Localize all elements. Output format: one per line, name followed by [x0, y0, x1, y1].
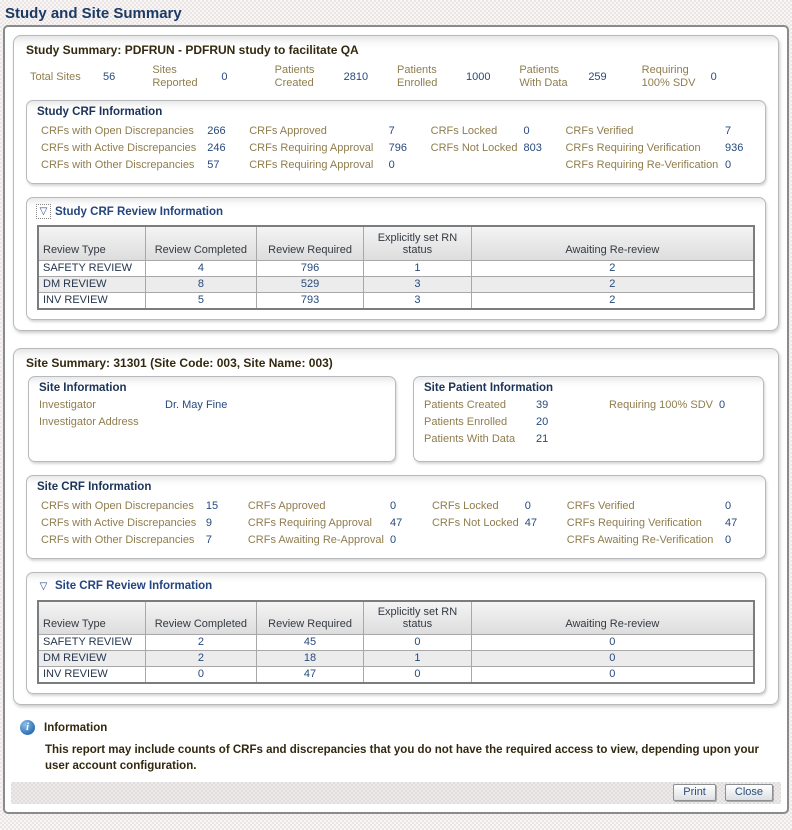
site-summary-header: Site Summary: 31301 (Site Code: 003, Site Name: 003): [26, 355, 333, 370]
crf-value: 0: [389, 499, 397, 512]
crf-value: 47: [725, 516, 738, 529]
table-header-row: [38, 601, 754, 635]
crf-label: CRFs Requiring Verification: [565, 142, 701, 154]
col-header-review-type: Review Type: [38, 601, 145, 635]
information-text: This report may include counts of CRFs and discrepancies that you do not have the required access to view, depending upon your user account configuration.: [45, 744, 759, 772]
stat-label: Patients With Data: [519, 64, 568, 89]
stat-label: Patients Enrolled: [396, 64, 438, 89]
cell: SAFETY REVIEW: [38, 635, 145, 651]
stat-sites-reported: [152, 64, 274, 90]
cell: 2: [145, 635, 256, 651]
crf-column-approval: [249, 123, 416, 174]
stat-patients-with-data: [519, 64, 641, 90]
crf-value: 0: [389, 533, 397, 546]
study-summary-panel: [13, 35, 779, 331]
field-value: 39: [536, 398, 549, 411]
crf-label: CRFs with Active Discrepancies: [41, 142, 197, 154]
crf-value: 803: [523, 142, 542, 154]
site-information-panel: [28, 376, 396, 462]
crf-value: 796: [388, 142, 408, 154]
cell: 2: [471, 276, 754, 292]
crf-value: 0: [725, 499, 732, 512]
crf-label: CRFs with Other Discrepancies: [41, 159, 195, 171]
crf-value: 57: [207, 159, 220, 171]
col-header-rn-status: Explicitly set RN status: [364, 601, 471, 635]
crf-label: CRFs with Open Discrepancies: [41, 125, 194, 137]
stat-patients-created: [275, 64, 397, 90]
site-patient-info-heading: Site Patient Information: [424, 381, 554, 394]
crf-label: CRFs Not Locked: [430, 142, 518, 154]
field-label: Investigator Address: [39, 415, 139, 428]
cell: 2: [471, 292, 754, 309]
cell: 2: [471, 260, 754, 276]
field-value: 20: [536, 415, 549, 428]
field-value: 21: [536, 432, 549, 445]
table-row: [38, 635, 754, 651]
cell: 796: [256, 260, 363, 276]
site-crf-info-panel: [26, 475, 766, 559]
crf-value: 47: [524, 516, 538, 529]
col-header-review-type: Review Type: [38, 226, 145, 260]
cell: 3: [364, 292, 471, 309]
site-crf-info-heading: Site CRF Information: [37, 480, 152, 493]
crf-label: CRFs Requiring Re-Verification: [565, 159, 719, 171]
crf-column-lock: [431, 123, 552, 174]
site-crf-info-grid: [37, 496, 755, 549]
crf-value: 246: [207, 142, 226, 154]
print-button[interactable]: Print: [673, 784, 716, 801]
col-header-awaiting-rereview: Awaiting Re-review: [471, 226, 754, 260]
cell: 47: [256, 667, 363, 684]
table-header-row: [38, 226, 754, 260]
stat-value: 0: [710, 71, 717, 83]
crf-value: 7: [725, 125, 732, 137]
cell: INV REVIEW: [38, 667, 145, 684]
page-title: Study and Site Summary: [5, 5, 182, 22]
stat-value: 259: [588, 71, 607, 83]
information-icon: i: [20, 720, 35, 735]
cell: DM REVIEW: [38, 651, 145, 667]
cell: 529: [256, 276, 363, 292]
collapse-triangle-icon[interactable]: ▽: [39, 580, 48, 592]
crf-label: CRFs Verified: [566, 499, 635, 512]
crf-column-approval: [248, 498, 418, 549]
crf-value: 0: [388, 159, 395, 171]
cell: 0: [471, 635, 754, 651]
study-crf-info-panel: [26, 100, 766, 184]
stat-value: 1000: [465, 71, 491, 83]
crf-label: CRFs Awaiting Re-Approval: [247, 533, 384, 546]
stat-total-sites: [30, 64, 152, 90]
crf-column-lock: [432, 498, 553, 549]
field-value: 0: [719, 398, 726, 411]
crf-value: 0: [524, 499, 531, 512]
crf-label: CRFs with Open Discrepancies: [41, 499, 194, 512]
information-heading: Information: [44, 721, 108, 734]
col-header-rn-status: Explicitly set RN status: [364, 226, 471, 260]
col-header-review-completed: Review Completed: [145, 226, 256, 260]
stat-requiring-sdv: [642, 64, 764, 90]
crf-label: CRFs with Active Discrepancies: [41, 516, 197, 529]
field-label: Patients With Data: [424, 432, 516, 445]
table-row: [38, 276, 754, 292]
collapse-triangle-icon[interactable]: ▽: [37, 205, 50, 218]
col-header-awaiting-rereview: Awaiting Re-review: [471, 601, 754, 635]
study-stats-row: [24, 62, 768, 100]
col-header-review-required: Review Required: [256, 226, 363, 260]
cell: 0: [471, 667, 754, 684]
cell: SAFETY REVIEW: [38, 260, 145, 276]
study-summary-header: Study Summary: PDFRUN - PDFRUN study to facilitate QA: [26, 43, 359, 57]
study-crf-review-panel: [26, 197, 766, 320]
stat-value: 0: [221, 71, 228, 83]
crf-label: CRFs Verified: [565, 125, 634, 137]
cell: 18: [256, 651, 363, 667]
col-header-review-required: Review Required: [256, 601, 363, 635]
cell: 0: [145, 667, 256, 684]
cell: 0: [471, 651, 754, 667]
crf-label: CRFs Awaiting Re-Verification: [566, 533, 714, 546]
crf-label: CRFs Requiring Approval: [249, 159, 374, 171]
crf-column-discrepancies: [41, 123, 235, 174]
field-value: [165, 414, 193, 431]
crf-value: 7: [388, 125, 395, 137]
table-row: [38, 292, 754, 309]
crf-value: 0: [523, 125, 530, 137]
site-patient-info-panel: [413, 376, 764, 462]
cell: 8: [145, 276, 256, 292]
site-review-table: [37, 600, 755, 685]
crf-value: 9: [205, 516, 212, 529]
main-content-box: [3, 25, 789, 814]
crf-label: CRFs Approved: [249, 125, 327, 137]
crf-label: CRFs Locked: [431, 499, 499, 512]
cell: 4: [145, 260, 256, 276]
crf-label: CRFs Requiring Approval: [249, 142, 374, 154]
cell: DM REVIEW: [38, 276, 145, 292]
crf-label: CRFs Requiring Verification: [566, 516, 702, 529]
field-label: Patients Created: [424, 398, 506, 411]
stat-label: Requiring 100% SDV: [641, 64, 696, 89]
field-label: Patients Enrolled: [424, 415, 508, 428]
cell: 2: [145, 651, 256, 667]
site-information-heading: Site Information: [39, 381, 127, 394]
crf-column-verification: [567, 498, 753, 549]
table-row: [38, 260, 754, 276]
crf-label: CRFs Not Locked: [431, 516, 519, 529]
cell: 5: [145, 292, 256, 309]
cell: 793: [256, 292, 363, 309]
crf-column-verification: [565, 123, 753, 174]
cell: 1: [364, 260, 471, 276]
crf-value: 7: [205, 533, 212, 546]
crf-value: 0: [725, 159, 732, 171]
field-label: Investigator: [39, 398, 96, 411]
stat-label: Sites Reported: [152, 64, 198, 89]
crf-label: CRFs Approved: [247, 499, 326, 512]
crf-label: CRFs Locked: [430, 125, 498, 137]
cell: 3: [364, 276, 471, 292]
crf-value: 936: [725, 142, 744, 154]
cell: INV REVIEW: [38, 292, 145, 309]
action-button-bar: [11, 782, 781, 804]
crf-column-discrepancies: [41, 498, 234, 549]
crf-value: 47: [389, 516, 403, 529]
study-crf-info-grid: [37, 121, 755, 174]
cell: 0: [364, 635, 471, 651]
site-crf-review-heading: Site CRF Review Information: [55, 580, 213, 592]
col-header-review-completed: Review Completed: [145, 601, 256, 635]
crf-label: CRFs with Other Discrepancies: [41, 533, 195, 546]
close-button[interactable]: Close: [725, 784, 773, 801]
crf-value: 15: [205, 499, 219, 512]
study-review-table: [37, 225, 755, 310]
site-crf-review-panel: [26, 572, 766, 695]
cell: 45: [256, 635, 363, 651]
cell: 1: [364, 651, 471, 667]
crf-value: 266: [207, 125, 226, 137]
table-row: [38, 651, 754, 667]
stat-patients-enrolled: [397, 64, 519, 90]
table-row: [38, 667, 754, 684]
stat-value: 2810: [343, 71, 369, 83]
investigator-address-row: [39, 414, 385, 431]
site-summary-panel: [13, 348, 779, 706]
cell: 0: [364, 667, 471, 684]
crf-label: CRFs Requiring Approval: [247, 516, 372, 529]
investigator-row: [39, 397, 385, 414]
stat-label: Patients Created: [274, 64, 315, 89]
stat-label: Total Sites: [30, 70, 81, 83]
study-crf-review-heading: Study CRF Review Information: [55, 205, 224, 218]
field-label: Requiring 100% SDV: [609, 398, 713, 411]
stat-value: 56: [103, 71, 116, 83]
study-crf-info-heading: Study CRF Information: [37, 106, 163, 118]
crf-value: 0: [725, 533, 732, 546]
field-value: Dr. May Fine: [165, 398, 228, 411]
